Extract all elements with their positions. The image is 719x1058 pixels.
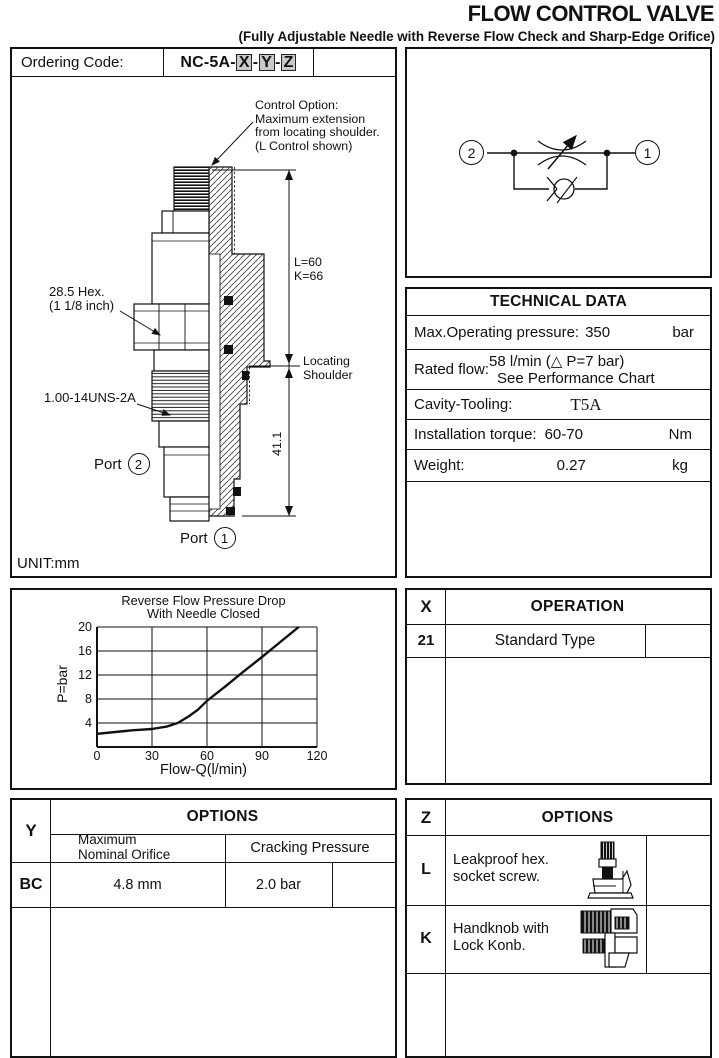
tech-value: 350 bbox=[585, 324, 611, 341]
port-2-number: 2 bbox=[128, 453, 150, 475]
locating-shoulder-note bbox=[303, 355, 353, 382]
code-x-box: X bbox=[236, 54, 252, 71]
port-2-label bbox=[94, 453, 150, 475]
y-option-code: BC bbox=[19, 875, 43, 893]
tech-unit: Nm bbox=[668, 426, 692, 443]
shoulder-line1: Locating bbox=[303, 354, 350, 368]
z-option-l-line1: Leakproof hex. bbox=[453, 852, 549, 868]
z-option-l-line2: socket screw. bbox=[453, 869, 541, 885]
handknob-icon bbox=[579, 907, 643, 971]
hex-dimension-note bbox=[49, 285, 114, 312]
orifice-col-header bbox=[78, 833, 170, 862]
z-options-header: OPTIONS bbox=[541, 808, 614, 826]
y-col-header: Y bbox=[25, 821, 37, 840]
unit-note: UNIT:mm bbox=[17, 555, 80, 572]
code-y-box: Y bbox=[259, 54, 275, 71]
z-option-k-code: K bbox=[420, 930, 432, 947]
chart-x-axis-label: Flow-Q(l/min) bbox=[160, 762, 247, 778]
x-tick-label: 120 bbox=[306, 749, 328, 763]
table-divider bbox=[646, 835, 647, 973]
ordering-code-label: Ordering Code: bbox=[12, 49, 164, 76]
x-tick-label: 90 bbox=[255, 749, 269, 763]
port-word: Port bbox=[180, 529, 208, 547]
tech-value: 60-70 bbox=[544, 426, 583, 443]
symbol-port-1: 1 bbox=[635, 140, 660, 165]
hydraulic-symbol-panel bbox=[405, 47, 712, 278]
port-1-label bbox=[180, 527, 236, 549]
tech-value: 0.27 bbox=[556, 457, 586, 474]
control-option-line4: (L Control shown) bbox=[255, 138, 353, 153]
z-option-l-label bbox=[453, 852, 549, 886]
drawing-panel bbox=[10, 47, 397, 578]
symbol-port-2: 2 bbox=[459, 140, 484, 165]
code-sep: - bbox=[252, 53, 259, 71]
z-options-table bbox=[405, 798, 712, 1058]
chart-title-line2: With Needle Closed bbox=[146, 606, 261, 621]
hydraulic-symbol bbox=[407, 49, 710, 276]
table-divider bbox=[645, 624, 646, 657]
z-option-k-line1: Handknob with bbox=[453, 921, 549, 937]
operation-header: OPERATION bbox=[530, 598, 625, 615]
tech-label: Installation torque: bbox=[414, 426, 537, 443]
y-tick-label: 4 bbox=[85, 716, 92, 730]
table-divider bbox=[12, 907, 395, 908]
operation-table bbox=[405, 588, 712, 785]
tech-label: Cavity-Tooling: bbox=[414, 396, 513, 413]
table-divider bbox=[50, 800, 51, 1056]
port-word: Port bbox=[94, 455, 122, 473]
control-option-line3: from locating shoulder. bbox=[255, 125, 380, 140]
tech-value: 58 l/min (△ P=7 bar) bbox=[489, 352, 625, 370]
tech-row-cavity bbox=[407, 390, 710, 420]
y-tick-label: 12 bbox=[78, 668, 92, 682]
tech-value-2: See Performance Chart bbox=[497, 369, 655, 387]
x-tick-label: 0 bbox=[93, 749, 101, 763]
ordering-code-value bbox=[164, 49, 314, 76]
technical-data-panel bbox=[405, 287, 712, 578]
z-option-l-code: L bbox=[421, 861, 431, 878]
tech-unit: kg bbox=[672, 457, 688, 474]
tech-value: T5A bbox=[570, 394, 602, 414]
y-options-table bbox=[10, 798, 397, 1058]
tech-label: Weight: bbox=[414, 457, 465, 474]
chart-title-line1: Reverse Flow Pressure Drop bbox=[121, 593, 286, 608]
tech-unit: bar bbox=[672, 324, 694, 341]
tech-label: Rated flow: bbox=[414, 361, 490, 378]
x-tick-label: 60 bbox=[200, 749, 214, 763]
hex-size-inch: (1 1/8 inch) bbox=[49, 297, 115, 313]
cracking-value: 2.0 bar bbox=[255, 876, 302, 893]
orifice-value: 4.8 mm bbox=[113, 876, 162, 893]
tech-row-pressure bbox=[407, 316, 710, 350]
operation-code: 21 bbox=[417, 632, 435, 649]
orifice-header-line2: Nominal Orifice bbox=[78, 846, 171, 862]
code-prefix: NC-5A- bbox=[180, 53, 236, 71]
x-tick-label: 30 bbox=[145, 749, 159, 763]
table-divider bbox=[407, 657, 710, 658]
hex-socket-screw-icon bbox=[587, 841, 639, 901]
shoulder-line2: Shoulder bbox=[303, 367, 353, 382]
tech-row-weight bbox=[407, 450, 710, 482]
ordering-code-row bbox=[12, 49, 395, 77]
table-divider bbox=[332, 862, 333, 907]
control-option-line1: Control Option: bbox=[255, 98, 339, 112]
hex-size: 28.5 Hex. bbox=[49, 284, 105, 299]
page-subtitle: (Fully Adjustable Needle with Reverse Flow Check and Sharp-Edge Orifice) bbox=[238, 29, 715, 44]
technical-data-title: TECHNICAL DATA bbox=[407, 289, 710, 316]
ordering-empty-cell bbox=[314, 49, 395, 76]
code-sep: - bbox=[275, 53, 281, 71]
page-title: FLOW CONTROL VALVE bbox=[467, 1, 714, 26]
dim-41-1: 41.1 bbox=[270, 431, 285, 456]
dim-k: K=66 bbox=[294, 268, 324, 283]
tech-label: Max.Operating pressure: bbox=[414, 324, 580, 341]
y-tick-label: 16 bbox=[78, 644, 92, 658]
tech-row-torque bbox=[407, 420, 710, 450]
control-option-line2: Maximum extension bbox=[255, 111, 366, 126]
z-col-header: Z bbox=[420, 807, 432, 827]
operation-col-header: X bbox=[420, 597, 432, 616]
y-options-header: OPTIONS bbox=[186, 808, 259, 825]
chart-y-axis-label: P=bar bbox=[54, 665, 70, 703]
table-divider bbox=[407, 835, 710, 836]
port-1-number: 1 bbox=[214, 527, 236, 549]
pressure-drop-curve bbox=[97, 627, 299, 734]
y-tick-label: 20 bbox=[78, 620, 92, 634]
performance-chart-panel bbox=[10, 588, 397, 790]
thread-spec-note: 1.00-14UNS-2A bbox=[44, 390, 136, 405]
z-option-k-line2: Lock Konb. bbox=[453, 938, 526, 954]
code-z-box: Z bbox=[281, 54, 296, 71]
orifice-header-line1: Maximum bbox=[78, 832, 137, 847]
cracking-col-header: Cracking Pressure bbox=[250, 840, 370, 856]
control-option-note bbox=[255, 99, 380, 153]
table-divider bbox=[407, 973, 710, 974]
y-tick-label: 8 bbox=[85, 692, 92, 706]
table-divider bbox=[407, 905, 710, 906]
operation-value: Standard Type bbox=[494, 631, 596, 649]
length-dimensions bbox=[294, 256, 323, 283]
tech-row-rated-flow bbox=[407, 350, 710, 390]
z-option-k-label bbox=[453, 921, 549, 955]
table-divider bbox=[445, 800, 446, 1056]
dim-l: L=60 bbox=[294, 255, 322, 269]
